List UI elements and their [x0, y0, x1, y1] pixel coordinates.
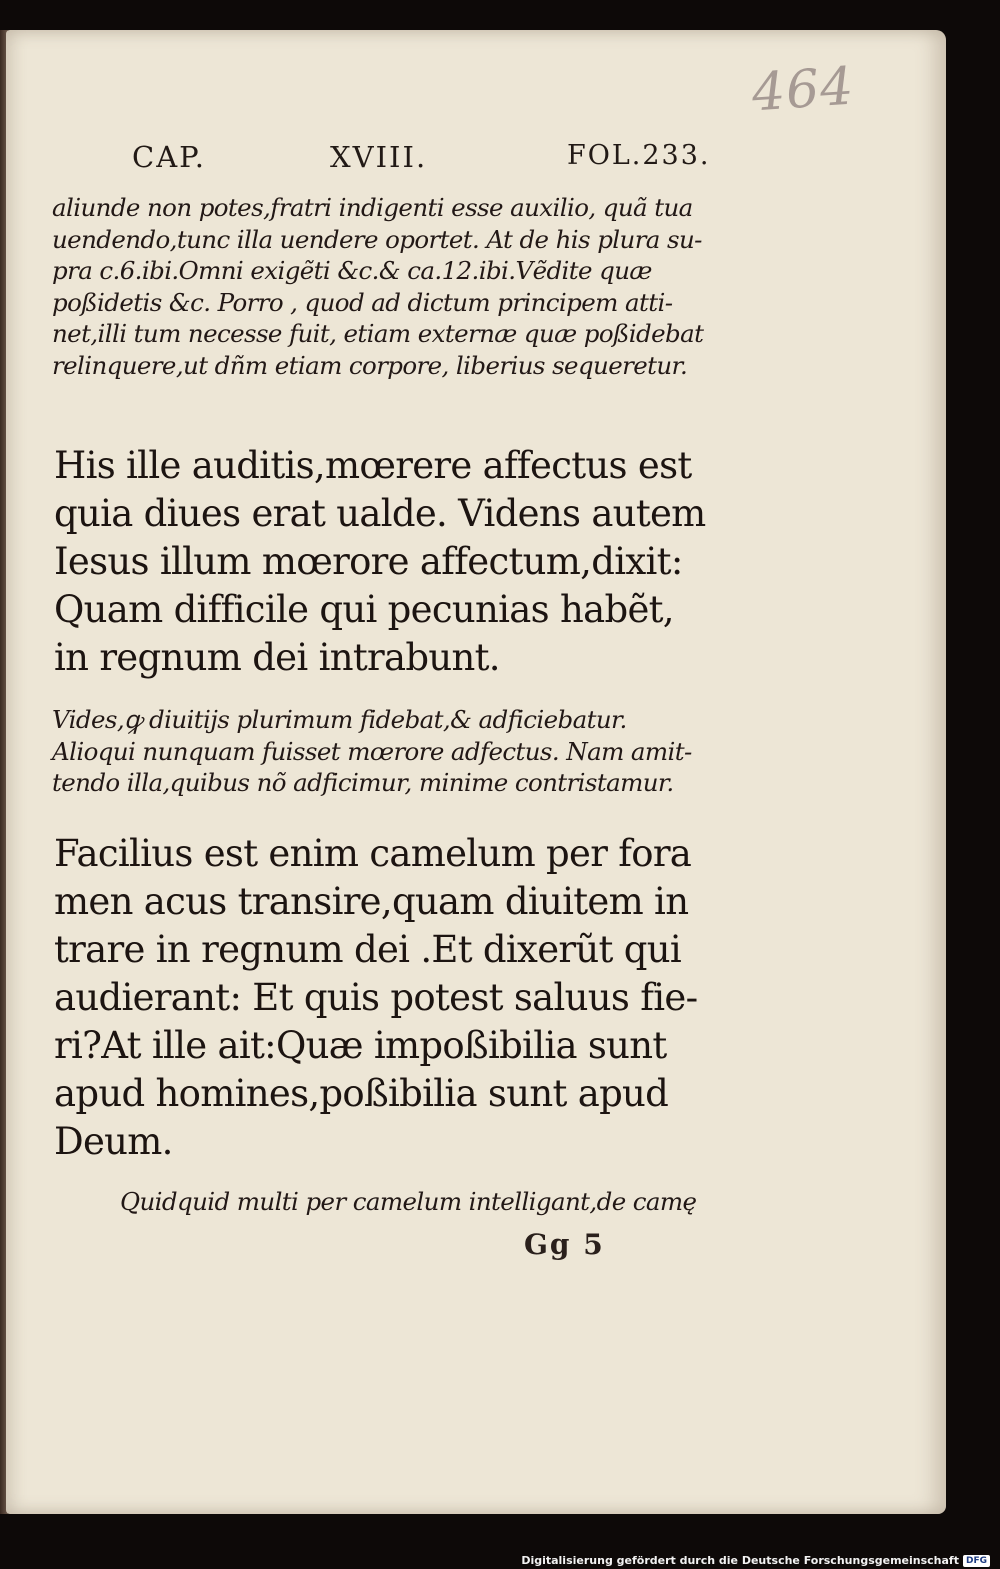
- scripture-block-1: [54, 442, 706, 682]
- commentary-line: poßidetis &c. Porro , quod ad dictum principem atti-: [52, 287, 673, 317]
- commentary-line: Vides,ꝙ diuitijs plurimum fidebat,& adficiebatur.: [52, 705, 627, 734]
- scripture-line: quia diues erat ualde. Videns autem: [54, 492, 706, 535]
- commentary-block-2: [52, 704, 702, 799]
- scripture-line: Deum.: [54, 1120, 173, 1163]
- commentary-line: Quidquid multi per camelum intelligant,de camę: [120, 1187, 697, 1216]
- scripture-line: men acus transire,quam diuitem in: [54, 880, 689, 923]
- header-chapter: XVIII.: [330, 140, 428, 174]
- commentary-block-3: [120, 1186, 770, 1218]
- scripture-line: apud homines,poßibilia sunt apud: [54, 1072, 669, 1115]
- running-header: [132, 140, 711, 190]
- scripture-line: in regnum dei intrabunt.: [54, 636, 500, 679]
- scripture-line: audierant: Et quis potest saluus fie-: [54, 976, 698, 1019]
- handwritten-page-number: 464: [750, 56, 857, 124]
- footer-text: Digitalisierung gefördert durch die Deutsche Forschungsgemeinschaft: [521, 1554, 959, 1567]
- scripture-line: His ille auditis,mœrere affectus est: [54, 444, 692, 487]
- commentary-line: Alioqui nunquam fuisset mœrore adfectus. Nam amit-: [52, 736, 692, 766]
- scripture-line: ri?At ille ait:Quæ impoßibilia sunt: [54, 1024, 667, 1067]
- commentary-line: aliunde non potes,fratri indigenti esse auxilio, quã tua: [52, 193, 693, 222]
- dfg-logo: DFG: [963, 1555, 990, 1567]
- scripture-block-2: [54, 830, 702, 1166]
- scripture-line: Iesus illum mœrore affectum,dixit:: [54, 540, 683, 583]
- commentary-block-1: [52, 192, 702, 381]
- header-cap: CAP.: [132, 140, 206, 174]
- commentary-line: uendendo,tunc illa uendere oportet. At de his plura su-: [52, 224, 702, 254]
- commentary-line: tendo illa,quibus nõ adficimur, minime contristamur.: [52, 768, 674, 797]
- scripture-line: trare in regnum dei .Et dixerũt qui: [54, 928, 682, 971]
- scripture-line: Facilius est enim camelum per fora: [54, 832, 692, 875]
- commentary-line: relinquere,ut dñm etiam corpore, liberius sequeretur.: [52, 350, 688, 380]
- signature-mark: Gg 5: [524, 1228, 605, 1261]
- funding-footer: [521, 1554, 990, 1567]
- commentary-line: pra c.6.ibi.Omni exigẽti &c.& ca.12.ibi.Vẽdite quæ: [52, 256, 652, 285]
- commentary-line: net,illi tum necesse fuit, etiam externæ quæ poßidebat: [52, 319, 704, 348]
- header-folio: FOL.233.: [567, 140, 711, 171]
- scripture-line: Quam difficile qui pecunias habẽt,: [54, 588, 674, 631]
